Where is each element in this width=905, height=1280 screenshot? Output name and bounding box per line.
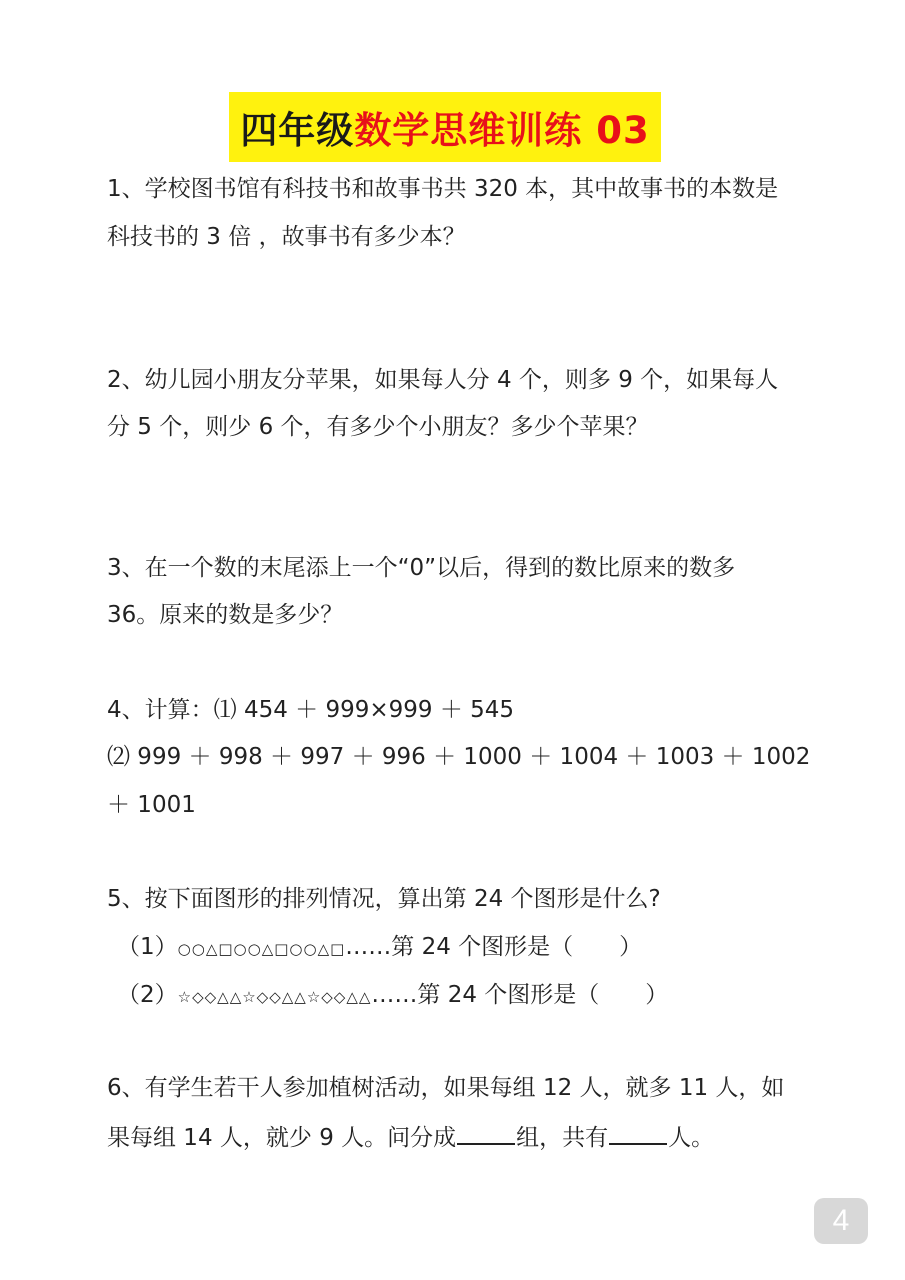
sub-1-label: （1） <box>117 934 178 960</box>
question-2-line-1: 2、幼儿园小朋友分苹果，如果每人分 4 个，则多 9 个，如果每人 <box>107 367 779 393</box>
worksheet-title <box>229 92 661 162</box>
title-subject: 数学思维训练 03 <box>354 109 650 152</box>
question-3-line-2: 36。原来的数是多少？ <box>107 602 344 628</box>
question-6-line-2 <box>107 1121 714 1153</box>
question-6-line-1: 6、有学生若干人参加植树活动，如果每组 12 人，就多 11 人，如 <box>107 1075 785 1101</box>
question-4-line-2: ⑵ 999 ＋ 998 ＋ 997 ＋ 996 ＋ 1000 ＋ 1004 ＋ 1003 ＋ 1002 <box>107 744 811 770</box>
answer-blank-people[interactable] <box>609 1121 667 1145</box>
sub-2-shape-sequence: ☆◇◇△△☆◇◇△△☆◇◇△△ <box>177 988 372 1006</box>
question-5-sub-1 <box>117 932 642 964</box>
title-grade: 四年级 <box>240 109 355 152</box>
question-4-line-3: ＋ 1001 <box>107 792 196 818</box>
sub-2-prompt: ……第 24 个图形是（ ） <box>371 982 669 1008</box>
question-1-line-2: 科技书的 3 倍 ，故事书有多少本？ <box>107 224 466 250</box>
sub-1-shape-sequence: ○○△□○○△□○○△□ <box>177 940 346 958</box>
question-6-text-b: 组，共有 <box>516 1125 609 1151</box>
sub-2-label: （2） <box>117 982 178 1008</box>
question-6-text-a: 果每组 14 人，就少 9 人。问分成 <box>107 1125 457 1151</box>
question-5-sub-2 <box>117 980 668 1012</box>
question-3-line-1: 3、在一个数的末尾添上一个“0”以后，得到的数比原来的数多 <box>107 555 736 581</box>
question-2-line-2: 分 5 个，则少 6 个，有多少个小朋友？多少个苹果？ <box>107 414 649 440</box>
question-6-text-c: 人。 <box>668 1125 715 1151</box>
sub-1-prompt: ……第 24 个图形是（ ） <box>345 934 643 960</box>
page-number-badge: 4 <box>814 1198 868 1244</box>
answer-blank-groups[interactable] <box>457 1121 515 1145</box>
question-5-line-1: 5、按下面图形的排列情况，算出第 24 个图形是什么? <box>107 886 661 912</box>
question-1-line-1: 1、学校图书馆有科技书和故事书共 320 本，其中故事书的本数是 <box>107 176 779 202</box>
question-4-line-1: 4、计算：⑴ 454 ＋ 999×999 ＋ 545 <box>107 697 515 723</box>
